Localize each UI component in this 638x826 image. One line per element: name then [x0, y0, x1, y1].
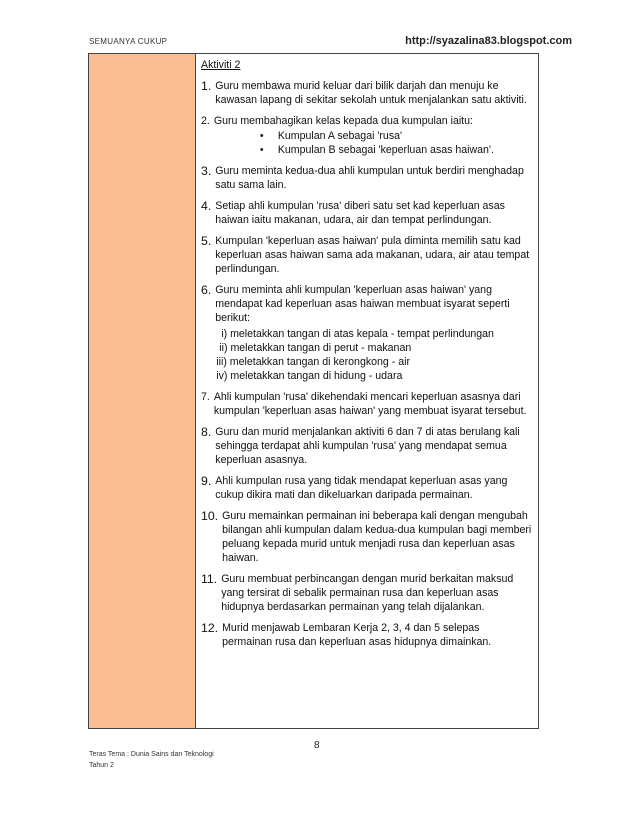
step-text: Ahli kumpulan rusa yang tidak mendapat keperluan asas yang cukup dikira mati dan dikeluarkan daripada permainan.: [215, 475, 508, 501]
step-number: 8.: [201, 425, 212, 439]
step-5: [201, 234, 532, 276]
footer-theme: Teras Tema : Dunia Sains dan Teknologi: [89, 751, 214, 758]
step-text: Guru dan murid menjalankan aktiviti 6 dan 7 di atas berulang kali sehingga terdapat ahli kumpulan 'rusa' yang mendapat semua keperluan asasnya.: [215, 426, 520, 466]
step-text: Guru meminta kedua-dua ahli kumpulan untuk berdiri menghadap satu sama lain.: [215, 165, 524, 191]
signal-item: iv) meletakkan tangan di hidung - udara: [216, 370, 403, 382]
step-number: 3.: [201, 164, 212, 178]
step-text: Guru membahagikan kelas kepada dua kumpulan iaitu:: [213, 115, 473, 127]
sidebar-column: [89, 54, 196, 728]
step-1: [201, 79, 532, 107]
step-7: [201, 390, 532, 418]
signal-item: i) meletakkan tangan di atas kepala - tempat perlindungan: [221, 328, 494, 340]
page-number: 8: [314, 740, 320, 751]
step-number: 7.: [201, 391, 210, 403]
activity-content: [201, 58, 532, 656]
step-4: [201, 199, 532, 227]
step-number: 10.: [201, 509, 219, 523]
activity-title: Aktiviti 2: [201, 59, 241, 71]
step-number: 2.: [201, 115, 210, 127]
footer-text: [89, 749, 214, 771]
step-2: [201, 114, 532, 157]
step-number: 11.: [201, 572, 218, 586]
step-text: Guru meminta ahli kumpulan 'keperluan asas haiwan' yang mendapat kad keperluan asas haiwan membuat isyarat seperti berikut:: [215, 284, 510, 324]
step-number: 4.: [201, 199, 212, 213]
signal-item: ii) meletakkan tangan di perut - makanan: [219, 342, 412, 354]
step-3: [201, 164, 532, 192]
step-10: [201, 509, 532, 565]
footer-year: Tahun 2: [89, 762, 114, 769]
step-number: 1.: [201, 79, 212, 93]
step-number: 9.: [201, 474, 212, 488]
header-left-text: SEMUANYA CUKUP: [89, 37, 168, 46]
step-9: [201, 474, 532, 502]
step-text: Guru membuat perbincangan dengan murid berkaitan maksud yang tersirat di sebalik permainan rusa dan keperluan asas hidupnya berdasarkan permainan yang telah dijalankan.: [221, 573, 514, 613]
group-list: [214, 129, 532, 157]
signal-list: [215, 327, 532, 383]
step-11: [201, 572, 532, 614]
step-text: Kumpulan 'keperluan asas haiwan' pula diminta memilih satu kad keperluan asas haiwan sama ada makanan, udara, air atau tempat perlindungan.: [215, 235, 530, 275]
step-text: Setiap ahli kumpulan 'rusa' diberi satu set kad keperluan asas haiwan iaitu makanan, udara, air dan tempat perlindungan.: [215, 200, 505, 226]
step-8: [201, 425, 532, 467]
header-url[interactable]: http://syazalina83.blogspot.com: [405, 35, 572, 47]
step-number: 12.: [201, 621, 219, 635]
group-item: • Kumpulan A sebagai 'rusa': [260, 129, 532, 143]
step-6: [201, 283, 532, 383]
signal-item: iii) meletakkan tangan di kerongkong - air: [216, 356, 410, 368]
step-text: Ahli kumpulan 'rusa' dikehendaki mencari keperluan asasnya dari kumpulan 'keperluan asas haiwan' yang membuat isyarat tersebut.: [213, 391, 527, 417]
step-text: Guru membawa murid keluar dari bilik darjah dan menuju ke kawasan lapang di sekitar sekolah untuk menjalankan satu aktiviti.: [215, 80, 527, 106]
step-12: [201, 621, 532, 649]
activity-table: [88, 53, 539, 729]
step-text: Murid menjawab Lembaran Kerja 2, 3, 4 dan 5 selepas permainan rusa dan keperluan asas hidupnya dimainkan.: [222, 622, 492, 648]
step-text: Guru memainkan permainan ini beberapa kali dengan mengubah bilangan ahli kumpulan dalam kedua-dua kumpulan bagi memberi peluang kepada murid untuk menjadi rusa dan keperluan asas haiwan.: [222, 510, 532, 564]
group-item: • Kumpulan B sebagai 'keperluan asas haiwan'.: [260, 143, 532, 157]
step-number: 5.: [201, 234, 212, 248]
step-number: 6.: [201, 283, 212, 297]
